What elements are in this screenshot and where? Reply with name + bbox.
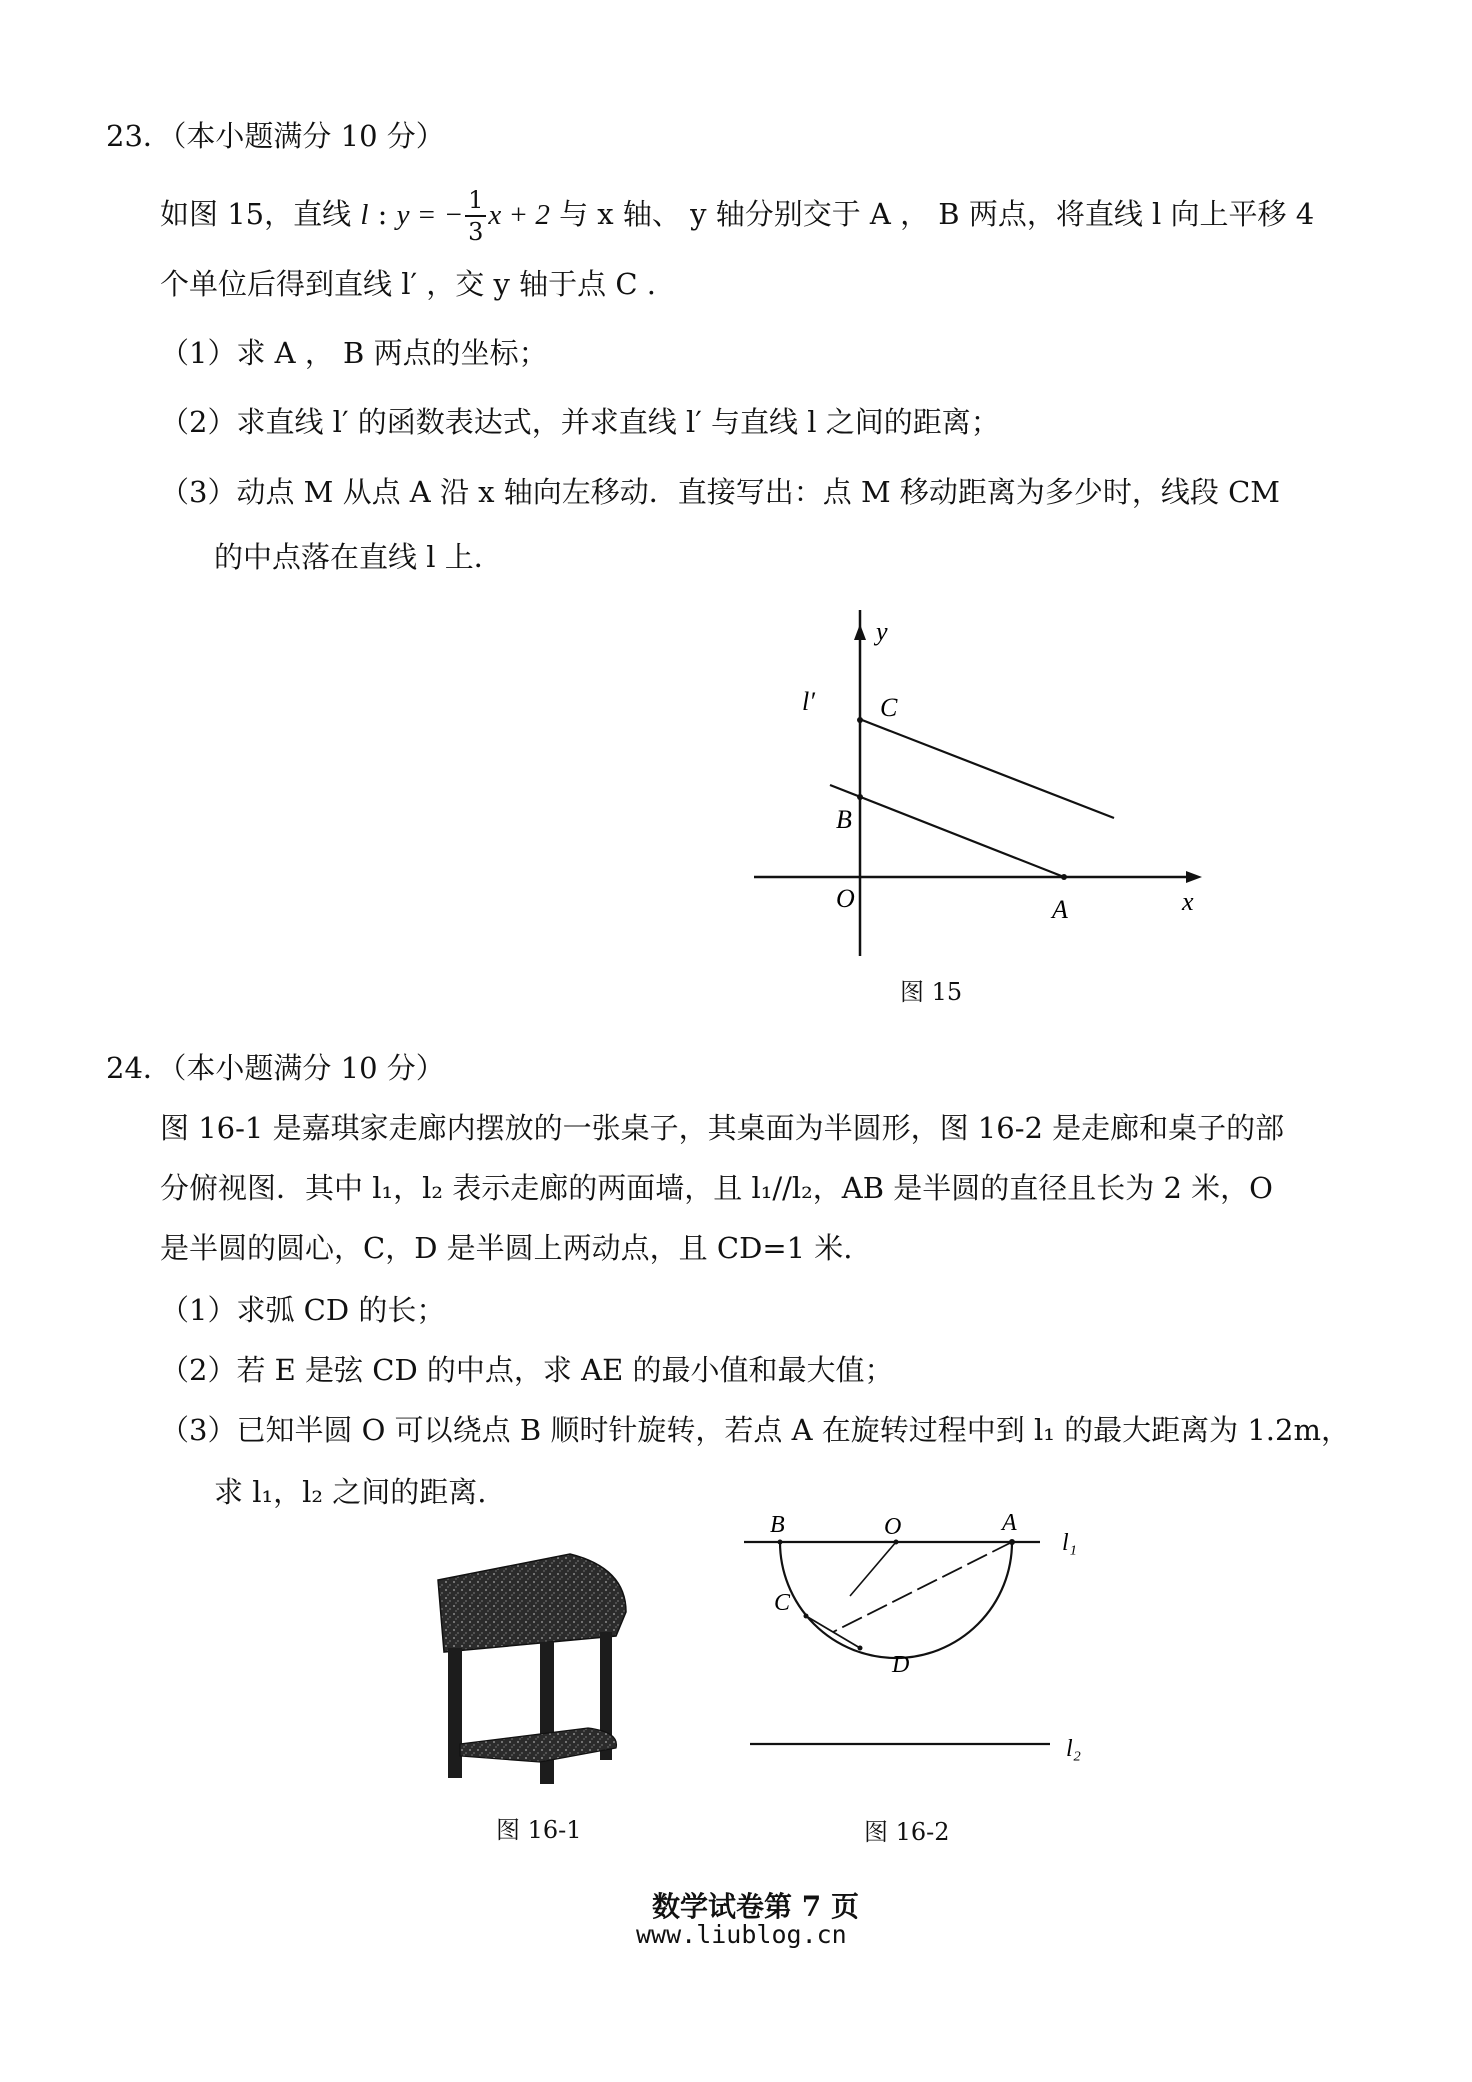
- footer-site: www.liublog.cn: [636, 1920, 847, 1949]
- q23-heading: 23．（本小题满分 10 分）: [106, 119, 445, 153]
- label-C: C: [774, 1590, 791, 1616]
- point-C: [857, 717, 863, 723]
- q24-part-2: （2）若 E 是弦 CD 的中点，求 AE 的最小值和最大值；: [160, 1353, 894, 1387]
- radius-sketch: [850, 1542, 896, 1596]
- q23-intro-middle: 与 x 轴、 y 轴分别交于 A ， B 两点，将直线 l 向上平移 4: [549, 197, 1315, 231]
- q24-part-3-cont: 求 l₁，l₂ 之间的距离.: [214, 1475, 487, 1509]
- point-D: [858, 1646, 863, 1651]
- figure-16-1-table: [420, 1540, 640, 1790]
- q23-frac-num: 1: [465, 188, 486, 217]
- point-B: [857, 794, 863, 800]
- table-top: [438, 1554, 626, 1652]
- label-B: B: [836, 805, 852, 834]
- q24-intro-line1: 图 16-1 是嘉琪家走廊内摆放的一张桌子，其桌面为半圆形，图 16-2 是走廊和桌子的部: [160, 1111, 1285, 1145]
- table-leg-left: [448, 1648, 462, 1778]
- q23-intro-line1: [160, 188, 1314, 244]
- y-axis-arrow: [854, 624, 866, 640]
- q23-colon: :: [368, 197, 397, 231]
- figure-16-2: [740, 1506, 1120, 1796]
- q24-part-1: （1）求弧 CD 的长；: [160, 1293, 446, 1327]
- point-C: [804, 1614, 809, 1619]
- label-l-prime: l′: [802, 687, 815, 716]
- q24-heading: 24．（本小题满分 10 分）: [106, 1051, 445, 1085]
- label-O: O: [836, 884, 855, 913]
- segment-AE: [833, 1542, 1012, 1632]
- q23-fraction: [465, 188, 486, 244]
- q23-part-3-cont: 的中点落在直线 l 上．: [214, 540, 503, 574]
- x-axis-arrow: [1186, 871, 1202, 883]
- figure-16-1-caption: 图 16-1: [496, 1816, 582, 1844]
- table-leg-middle: [540, 1642, 554, 1784]
- label-x: x: [1182, 887, 1194, 916]
- table-shelf: [460, 1728, 616, 1762]
- figure-16-2-caption: 图 16-2: [864, 1818, 950, 1846]
- q24-intro-line2: 分俯视图．其中 l₁，l₂ 表示走廊的两面墙，且 l₁//l₂，AB 是半圆的直径且长为 2 米，O: [160, 1171, 1273, 1205]
- q23-part-2: （2）求直线 l′ 的函数表达式，并求直线 l′ 与直线 l 之间的距离；: [160, 405, 1000, 439]
- figure-15: [740, 610, 1220, 970]
- label-l2: l₂: [1066, 1736, 1082, 1762]
- q24-part-3: （3）已知半圆 O 可以绕点 B 顺时针旋转，若点 A 在旋转过程中到 l₁ 的最大距离为 1.2m，: [160, 1413, 1350, 1447]
- label-O: O: [884, 1514, 902, 1540]
- q23-x-rest: x + 2: [488, 199, 550, 231]
- line-l: [830, 785, 1064, 877]
- point-B: [778, 1540, 783, 1545]
- figure-15-caption: 图 15: [900, 978, 963, 1006]
- q23-line-var: l: [360, 199, 369, 231]
- point-A: [1061, 874, 1067, 880]
- label-l1: l₁: [1062, 1530, 1078, 1556]
- label-C: C: [880, 693, 898, 722]
- q23-part-1: （1）求 A ， B 两点的坐标；: [160, 336, 548, 370]
- label-y: y: [876, 617, 888, 646]
- label-B: B: [770, 1512, 785, 1538]
- point-A: [1009, 1539, 1015, 1545]
- label-A: A: [1052, 895, 1068, 924]
- q24-intro-line3: 是半圆的圆心，C，D 是半圆上两动点，且 CD=1 米.: [160, 1231, 853, 1265]
- q23-intro-line2: 个单位后得到直线 l′ ，交 y 轴于点 C .: [160, 267, 656, 301]
- line-l-prime: [862, 720, 1114, 818]
- page-number-label: 数学试卷第 7 页: [652, 1890, 859, 1923]
- q23-intro-lead: 如图 15，直线: [160, 197, 361, 231]
- point-O: [894, 1540, 899, 1545]
- label-D: D: [892, 1652, 910, 1678]
- q23-part-3: （3）动点 M 从点 A 沿 x 轴向左移动．直接写出：点 M 移动距离为多少时，线段 CM: [160, 475, 1280, 509]
- label-A: A: [1002, 1510, 1017, 1536]
- q23-frac-den: 3: [468, 218, 484, 246]
- q23-y-eq: y = −: [396, 199, 464, 231]
